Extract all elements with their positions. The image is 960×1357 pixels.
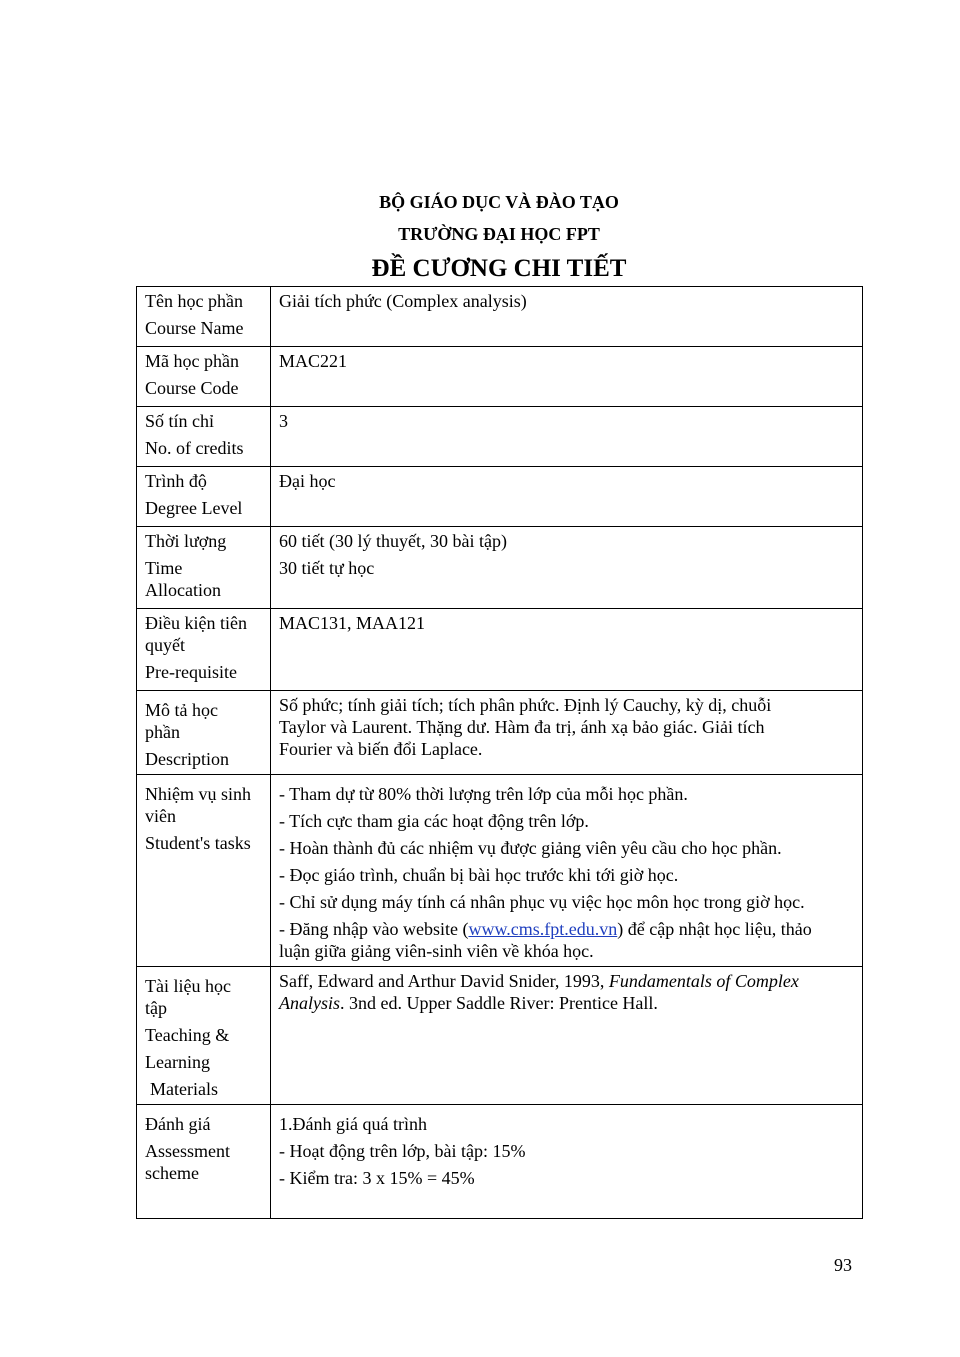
label-vi: Tài liệu học (145, 976, 231, 996)
reference-authors: Saff, Edward and Arthur David Snider, 1993, (279, 971, 609, 991)
label-time (137, 527, 271, 609)
value-course-code: MAC221 (271, 347, 863, 407)
label-en: Student's tasks (145, 833, 251, 853)
value-line: Số phức; tính giải tích; tích phân phức. Định lý Cauchy, kỳ dị, chuỗi (279, 695, 772, 715)
row-assessment (137, 1105, 863, 1219)
task-item: - Tích cực tham gia các hoạt động trên lớp. (279, 811, 589, 831)
value-materials (271, 967, 863, 1105)
row-credits (137, 407, 863, 467)
value-line: Fourier và biến đổi Laplace. (279, 739, 483, 759)
label-vi: Nhiệm vụ sinh (145, 784, 251, 804)
label-en: Pre-requisite (145, 662, 237, 682)
label-prerequisite (137, 609, 271, 691)
value-prerequisite: MAC131, MAA121 (271, 609, 863, 691)
row-time (137, 527, 863, 609)
label-credits (137, 407, 271, 467)
task-item (279, 918, 854, 940)
task-item: - Hoàn thành đủ các nhiệm vụ được giảng viên yêu cầu cho học phần. (279, 838, 782, 858)
row-prerequisite (137, 609, 863, 691)
cms-website-link[interactable]: www.cms.fpt.edu.vn (468, 919, 618, 939)
value-line: 60 tiết (30 lý thuyết, 30 bài tập) (279, 531, 507, 551)
value-assessment (271, 1105, 863, 1219)
label-course-name (137, 287, 271, 347)
label-vi: Mô tả học (145, 700, 218, 720)
reference-title: Analysis (279, 993, 340, 1013)
value-course-name: Giải tích phức (Complex analysis) (271, 287, 863, 347)
value-student-tasks (271, 775, 863, 967)
label-vi: Điều kiện tiên (145, 613, 247, 633)
row-degree (137, 467, 863, 527)
reference-title: Fundamentals of Complex (608, 971, 799, 991)
row-materials (137, 967, 863, 1105)
label-student-tasks (137, 775, 271, 967)
label-en: No. of credits (145, 438, 244, 458)
label-en: Teaching & (145, 1025, 230, 1045)
label-vi: quyết (145, 635, 185, 655)
value-time (271, 527, 863, 609)
label-assessment (137, 1105, 271, 1219)
assessment-line: - Kiểm tra: 3 x 15% = 45% (279, 1168, 475, 1188)
row-student-tasks (137, 775, 863, 967)
label-en: Learning (145, 1052, 210, 1072)
syllabus-table (136, 286, 863, 1219)
task-text: ) để cập nhật học liệu, thảo (617, 919, 812, 939)
university-heading: TRƯỜNG ĐẠI HỌC FPT (398, 224, 600, 244)
label-en: Time (145, 558, 183, 578)
value-credits: 3 (271, 407, 863, 467)
label-vi: Số tín chỉ (145, 411, 215, 431)
label-vi: Thời lượng (145, 531, 227, 551)
assessment-line: 1.Đánh giá quá trình (279, 1114, 427, 1134)
task-text: - Đăng nhập vào website ( (279, 919, 469, 939)
label-vi: Tên học phần (145, 291, 243, 311)
row-course-code (137, 347, 863, 407)
label-vi: phần (145, 722, 180, 742)
row-course-name (137, 287, 863, 347)
label-vi: Trình độ (145, 471, 207, 491)
label-en: Allocation (145, 580, 221, 600)
page-number: 93 (834, 1255, 852, 1275)
label-en: Materials (150, 1079, 218, 1099)
label-en: Description (145, 749, 229, 769)
label-description (137, 691, 271, 775)
label-materials (137, 967, 271, 1105)
label-vi: tập (145, 998, 167, 1018)
ministry-heading: BỘ GIÁO DỤC VÀ ĐÀO TẠO (379, 192, 619, 212)
label-en: Assessment (145, 1141, 230, 1161)
value-degree: Đại học (271, 467, 863, 527)
value-description (271, 691, 863, 775)
label-vi: viên (145, 806, 176, 826)
assessment-line: - Hoạt động trên lớp, bài tập: 15% (279, 1141, 526, 1161)
label-course-code (137, 347, 271, 407)
label-en: scheme (145, 1163, 199, 1183)
value-line: Taylor và Laurent. Thặng dư. Hàm đa trị, ánh xạ bảo giác. Giải tích (279, 717, 765, 737)
task-item: - Đọc giáo trình, chuẩn bị bài học trước khi tới giờ học. (279, 865, 679, 885)
label-vi: Đánh giá (145, 1114, 211, 1134)
task-item: - Tham dự từ 80% thời lượng trên lớp của mỗi học phần. (279, 784, 688, 804)
task-item-continued: luận giữa giảng viên-sinh viên về khóa học. (279, 941, 594, 961)
label-en: Degree Level (145, 498, 243, 518)
label-en: Course Code (145, 378, 239, 398)
label-en: Course Name (145, 318, 244, 338)
label-degree (137, 467, 271, 527)
reference-publisher: . 3nd ed. Upper Saddle River: Prentice Hall. (340, 993, 658, 1013)
document-title: ĐỀ CƯƠNG CHI TIẾT (371, 255, 627, 282)
value-line: 30 tiết tự học (279, 558, 375, 578)
label-vi: Mã học phần (145, 351, 239, 371)
row-description (137, 691, 863, 775)
task-item: - Chỉ sử dụng máy tính cá nhân phục vụ việc học môn học trong giờ học. (279, 892, 805, 912)
